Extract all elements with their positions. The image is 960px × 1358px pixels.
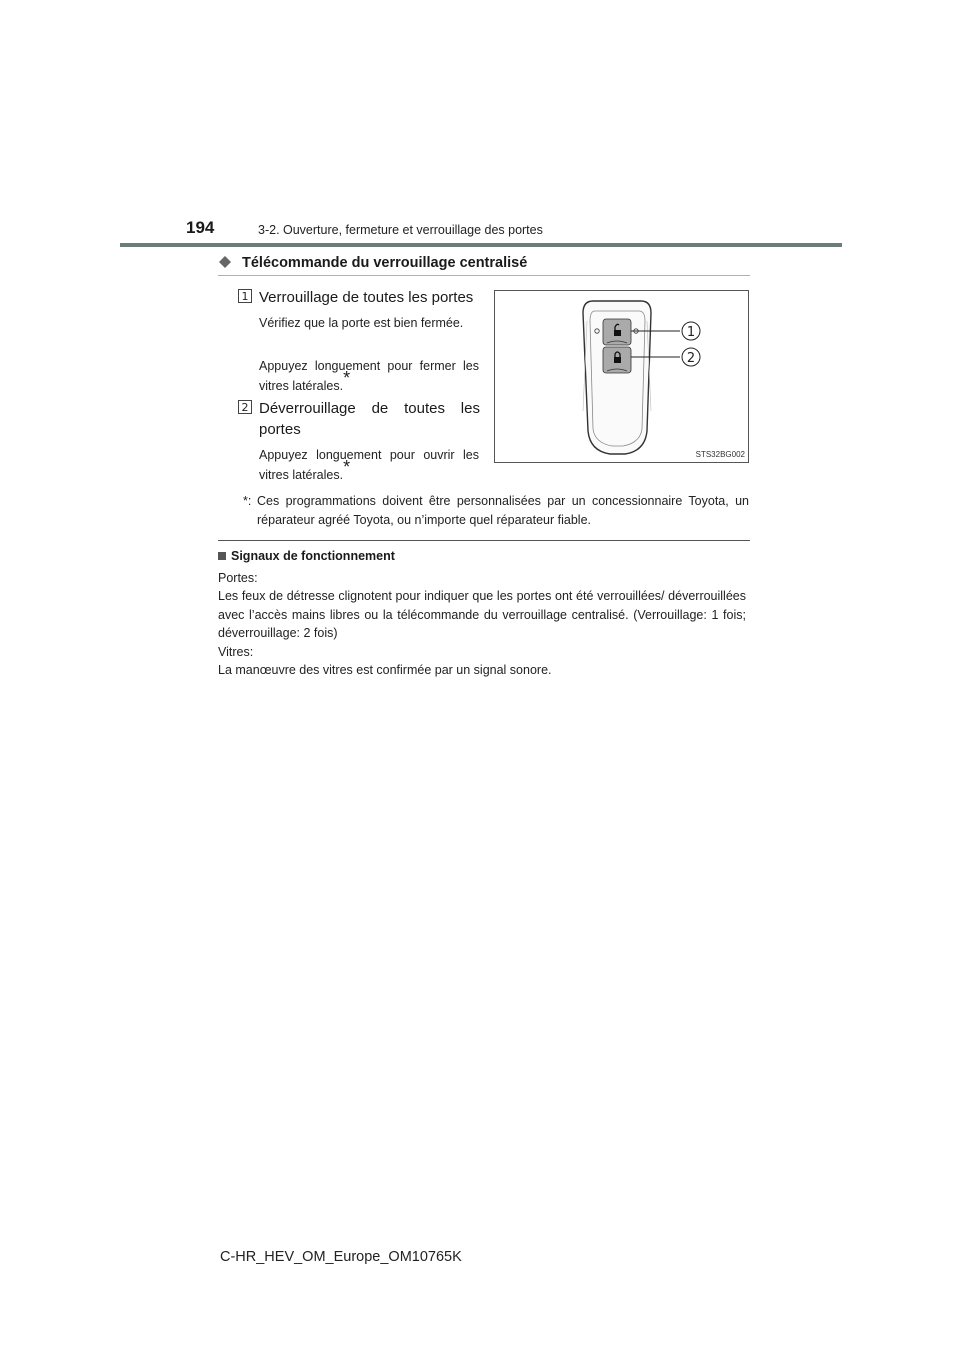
step-1-body-2	[259, 356, 479, 396]
step-2-title-line2: portes	[259, 421, 301, 438]
callout-1: 1	[686, 325, 696, 340]
step-1-title: Verrouillage de toutes les portes	[259, 289, 474, 306]
section-title: Télécommande du verrouillage centralisé	[242, 255, 528, 271]
footnote	[243, 492, 749, 530]
step-number-1-icon	[238, 289, 252, 303]
chapter-title: 3-2. Ouverture, fermeture et verrouillage des portes	[258, 223, 543, 237]
step-1-body-2-text: Appuyez longuement pour fermer les vitres latérales.	[259, 359, 479, 393]
step-number-2-label: 2	[241, 401, 249, 414]
windows-text: La manœuvre des vitres est confirmée par un signal sonore.	[218, 663, 552, 677]
step-number-1-label: 1	[241, 290, 249, 303]
smart-key-illustration	[495, 291, 748, 462]
asterisk-mark: *	[343, 457, 351, 477]
step-2-title-line1: Déverrouillage de toutes les	[259, 400, 480, 417]
step-2-body-1-text: Appuyez longuement pour ouvrir les vitres latérales.	[259, 448, 479, 482]
footnote-text: Ces programmations doivent être personnalisées par un concessionnaire Toyota, un réparateur agréé Toyota, ou n’importe quel réparateur fiable.	[257, 494, 749, 527]
header-rule	[120, 243, 842, 247]
doors-label: Portes:	[218, 571, 258, 585]
step-number-2-icon	[238, 400, 252, 414]
square-bullet-icon	[218, 552, 226, 560]
figure-code: STS32BG002	[695, 450, 745, 459]
section-divider	[218, 540, 750, 541]
footnote-mark: *:	[243, 494, 252, 508]
section-heading	[218, 253, 750, 276]
signals-title: Signaux de fonctionnement	[231, 549, 395, 563]
key-figure	[494, 290, 749, 463]
page-number: 194	[186, 218, 215, 237]
callout-2: 2	[686, 351, 696, 366]
step-2-body-1	[259, 445, 479, 485]
diamond-icon	[219, 256, 231, 268]
step-1-body-1: Vérifiez que la porte est bien fermée.	[259, 316, 464, 330]
footer-code: C-HR_HEV_OM_Europe_OM10765K	[220, 1249, 462, 1265]
windows-label: Vitres:	[218, 645, 254, 659]
signals-heading	[218, 549, 395, 563]
asterisk-mark: *	[343, 368, 351, 388]
doors-text: Les feux de détresse clignotent pour indiquer que les portes ont été verrouillées/ déverrouillées avec l’accès mains libres ou la télécommande du verrouillage centralisé. (Verrouillage: 1 fois; déverrouillage: 2 fois)	[218, 589, 746, 640]
